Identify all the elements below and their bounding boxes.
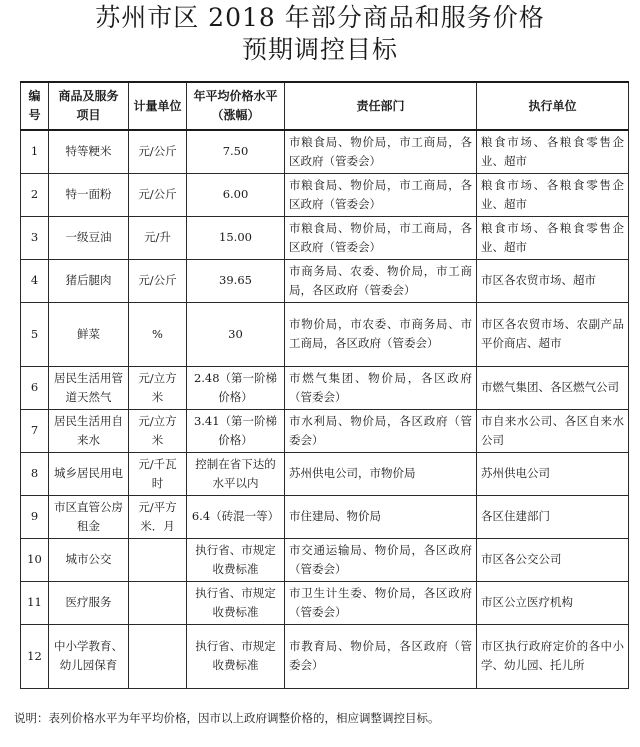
cell-level: 控制在省下达的水平以内: [187, 452, 285, 495]
cell-unit: 元/立方米: [129, 409, 187, 452]
table-row: [21, 495, 629, 538]
cell-item: 特等粳米: [49, 130, 129, 173]
table-row: [21, 409, 629, 452]
cell-dept: 苏州供电公司，市物价局: [285, 452, 477, 495]
cell-dept: 市卫生计生委、物价局，各区政府（管委会）: [285, 581, 477, 624]
header-level: 年平均价格水平（涨幅）: [187, 82, 285, 130]
cell-level: 执行省、市规定收费标准: [187, 581, 285, 624]
cell-dept: 市粮食局、物价局，市工商局，各区政府（管委会）: [285, 173, 477, 216]
header-unit: 计量单位: [129, 82, 187, 130]
cell-exec: 市区各农贸市场、超市: [477, 259, 629, 302]
cell-level: 3.41（第一阶梯价格）: [187, 409, 285, 452]
price-target-table: [20, 81, 629, 689]
header-dept: 责任部门: [285, 82, 477, 130]
table-row: [21, 538, 629, 581]
title-line-2: 预期调控目标: [241, 35, 398, 64]
cell-no: 1: [21, 130, 49, 173]
cell-level: 7.50: [187, 130, 285, 173]
cell-level: 15.00: [187, 216, 285, 259]
table-row: [21, 366, 629, 409]
cell-exec: 粮食市场、各粮食零售企业、超市: [477, 216, 629, 259]
title-line-1: 苏州市区 2018 年部分商品和服务价格: [95, 3, 545, 32]
cell-level: 39.65: [187, 259, 285, 302]
cell-no: 12: [21, 624, 49, 688]
document-title: [0, 0, 640, 66]
cell-item: 猪后腿肉: [49, 259, 129, 302]
cell-exec: 粮食市场、各粮食零售企业、超市: [477, 173, 629, 216]
cell-no: 6: [21, 366, 49, 409]
cell-unit: 元/公斤: [129, 259, 187, 302]
table-row: [21, 624, 629, 688]
cell-item: 一级豆油: [49, 216, 129, 259]
table-row: [21, 216, 629, 259]
cell-dept: 市商务局、农委、物价局，市工商局，各区政府（管委会）: [285, 259, 477, 302]
cell-unit: %: [129, 302, 187, 366]
cell-unit: 元/公斤: [129, 130, 187, 173]
cell-no: 4: [21, 259, 49, 302]
cell-unit: [129, 624, 187, 688]
cell-item: 城市公交: [49, 538, 129, 581]
cell-unit: 元/升: [129, 216, 187, 259]
header-no: 编号: [21, 82, 49, 130]
cell-unit: [129, 581, 187, 624]
cell-exec: 市区公立医疗机构: [477, 581, 629, 624]
cell-level: 执行省、市规定收费标准: [187, 624, 285, 688]
cell-unit: 元/千瓦时: [129, 452, 187, 495]
header-exec: 执行单位: [477, 82, 629, 130]
table-row: [21, 173, 629, 216]
cell-unit: [129, 538, 187, 581]
cell-exec: 市自来水公司、各区自来水公司: [477, 409, 629, 452]
table-row: [21, 302, 629, 366]
cell-no: 11: [21, 581, 49, 624]
header-item: 商品及服务项目: [49, 82, 129, 130]
cell-dept: 市物价局，市农委、市商务局、市工商局，各区政府（管委会）: [285, 302, 477, 366]
cell-no: 7: [21, 409, 49, 452]
cell-level: 执行省、市规定收费标准: [187, 538, 285, 581]
cell-no: 9: [21, 495, 49, 538]
cell-exec: 苏州供电公司: [477, 452, 629, 495]
cell-item: 医疗服务: [49, 581, 129, 624]
cell-dept: 市水利局、物价局，各区政府（管委会）: [285, 409, 477, 452]
cell-no: 5: [21, 302, 49, 366]
cell-exec: 粮食市场、各粮食零售企业、超市: [477, 130, 629, 173]
cell-exec: 市区执行政府定价的各中小学、幼儿园、托儿所: [477, 624, 629, 688]
table-row: [21, 452, 629, 495]
cell-exec: 各区住建部门: [477, 495, 629, 538]
cell-exec: 市区各农贸市场、农副产品平价商店、超市: [477, 302, 629, 366]
table-row: [21, 581, 629, 624]
cell-item: 中小学教育、幼儿园保育: [49, 624, 129, 688]
cell-level: 6.4（砖混一等）: [187, 495, 285, 538]
cell-unit: 元/公斤: [129, 173, 187, 216]
table-row: [21, 130, 629, 173]
cell-dept: 市粮食局、物价局，市工商局，各区政府（管委会）: [285, 130, 477, 173]
cell-level: 6.00: [187, 173, 285, 216]
cell-item: 特一面粉: [49, 173, 129, 216]
cell-no: 2: [21, 173, 49, 216]
cell-no: 10: [21, 538, 49, 581]
cell-dept: 市住建局、物价局: [285, 495, 477, 538]
cell-exec: 市燃气集团、各区燃气公司: [477, 366, 629, 409]
cell-unit: 元/平方米．月: [129, 495, 187, 538]
cell-level: 30: [187, 302, 285, 366]
table-row: [21, 259, 629, 302]
cell-item: 市区直管公房租金: [49, 495, 129, 538]
cell-item: 居民生活用管道天然气: [49, 366, 129, 409]
cell-dept: 市粮食局、物价局，市工商局，各区政府（管委会）: [285, 216, 477, 259]
cell-no: 3: [21, 216, 49, 259]
table-header-row: [21, 82, 629, 130]
cell-item: 城乡居民用电: [49, 452, 129, 495]
cell-exec: 市区各公交公司: [477, 538, 629, 581]
cell-unit: 元/立方米: [129, 366, 187, 409]
table-note: 说明：表列价格水平为年平均价格，因市以上政府调整价格的，相应调整调控目标。: [14, 711, 440, 725]
cell-dept: 市交通运输局、物价局，各区政府（管委会）: [285, 538, 477, 581]
cell-item: 居民生活用自来水: [49, 409, 129, 452]
cell-item: 鲜菜: [49, 302, 129, 366]
cell-level: 2.48（第一阶梯价格）: [187, 366, 285, 409]
cell-dept: 市教育局、物价局，各区政府（管委会）: [285, 624, 477, 688]
cell-no: 8: [21, 452, 49, 495]
cell-dept: 市燃气集团、物价局，各区政府（管委会）: [285, 366, 477, 409]
